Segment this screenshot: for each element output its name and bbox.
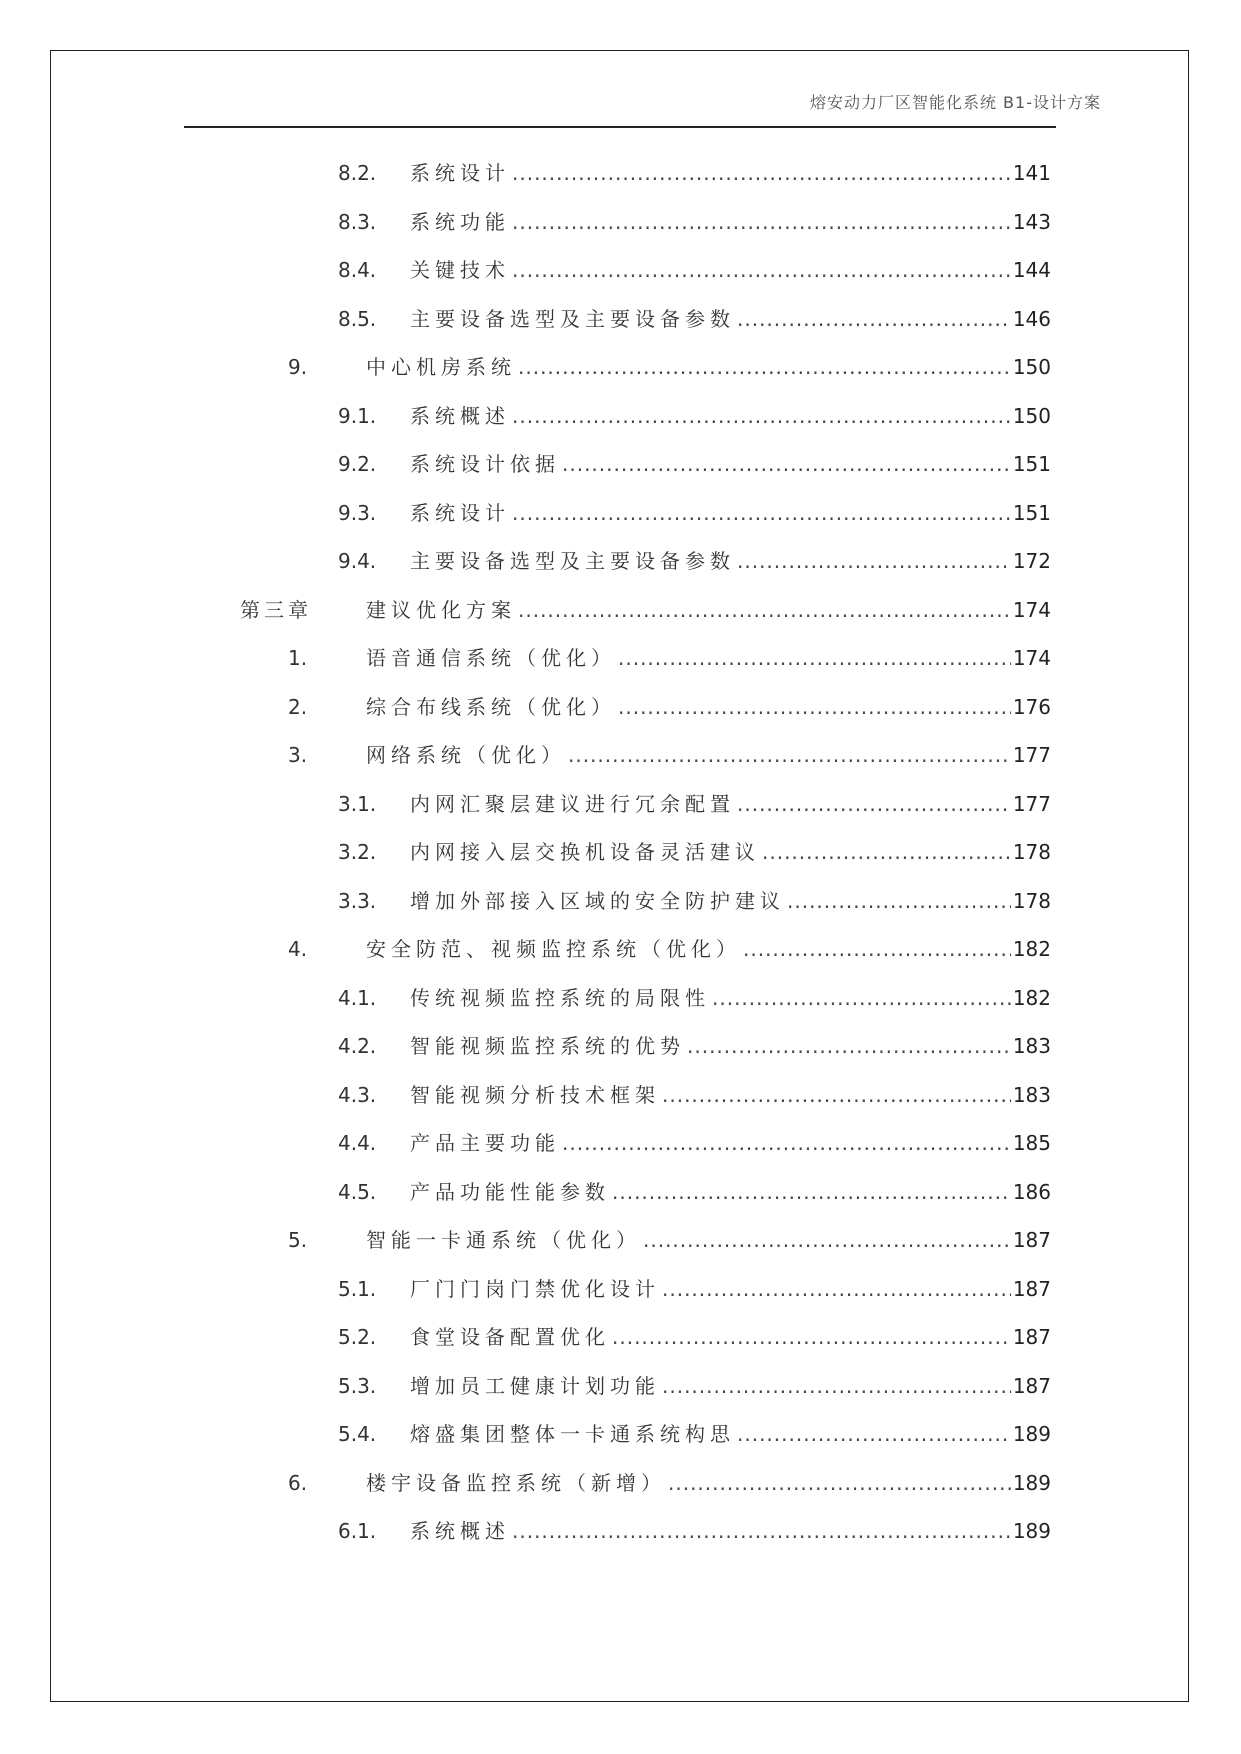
toc-entry-number: 1. xyxy=(288,646,308,670)
toc-entry[interactable] xyxy=(0,349,1241,385)
toc-entry-page-number: 187 xyxy=(1012,1373,1051,1398)
toc-entry-page-number: 189 xyxy=(1012,1422,1051,1446)
page-frame xyxy=(50,50,1189,1702)
toc-entry[interactable] xyxy=(0,1368,1241,1404)
toc-entry-line xyxy=(410,1319,1051,1355)
toc-entry-title: 主要设备选型及主要设备参数 xyxy=(410,306,735,331)
toc-dot-leader xyxy=(743,931,1011,967)
toc-entry-number: 9.4. xyxy=(338,549,377,573)
toc-entry-page-number: 151 xyxy=(1012,452,1051,476)
toc-entry-page-number: 187 xyxy=(1012,1325,1051,1349)
toc-entry-page-number: 189 xyxy=(1012,1519,1051,1543)
toc-entry-line xyxy=(366,1222,1051,1258)
toc-entry-number: 5.2. xyxy=(338,1325,377,1349)
toc-dot-leader xyxy=(512,398,1011,434)
running-header: 熔安动力厂区智能化系统 B1-设计方案 xyxy=(809,93,1101,112)
toc-entry[interactable] xyxy=(0,689,1241,725)
toc-dot-leader xyxy=(512,495,1011,531)
toc-entry-line xyxy=(410,301,1051,337)
toc-entry-title: 智能视频监控系统的优势 xyxy=(410,1034,685,1058)
toc-entry-line xyxy=(410,1368,1051,1404)
toc-entry[interactable] xyxy=(0,1028,1241,1064)
toc-dot-leader xyxy=(612,1319,1011,1355)
toc-entry-number: 6.1. xyxy=(338,1519,377,1543)
toc-dot-leader xyxy=(512,1513,1011,1549)
toc-entry-title: 语音通信系统（优化） xyxy=(366,646,616,670)
toc-entry-title: 产品功能性能参数 xyxy=(410,1179,610,1204)
toc-entry-page-number: 150 xyxy=(1012,403,1051,428)
toc-entry-page-number: 177 xyxy=(1012,743,1051,767)
toc-entry-page-number: 182 xyxy=(1012,937,1051,961)
toc-entry-page-number: 176 xyxy=(1012,694,1051,719)
toc-entry-number: 5.4. xyxy=(338,1422,377,1446)
toc-entry[interactable] xyxy=(0,1465,1241,1501)
toc-entry-line xyxy=(366,737,1051,773)
toc-entry-title: 内网汇聚层建议进行冗余配置 xyxy=(410,791,735,816)
toc-entry-line xyxy=(410,834,1051,870)
toc-dot-leader xyxy=(618,689,1011,725)
toc-entry-title: 系统概述 xyxy=(410,1519,510,1543)
toc-entry-page-number: 172 xyxy=(1012,549,1051,573)
toc-entry[interactable] xyxy=(0,204,1241,240)
toc-entry-line xyxy=(410,1125,1051,1161)
toc-entry-page-number: 189 xyxy=(1012,1470,1051,1495)
toc-entry-number: 9.3. xyxy=(338,500,377,525)
toc-entry-page-number: 187 xyxy=(1012,1276,1051,1301)
toc-dot-leader xyxy=(687,1028,1011,1064)
toc-dot-leader xyxy=(518,592,1011,628)
toc-entry[interactable] xyxy=(0,980,1241,1016)
toc-entry-line xyxy=(410,1271,1051,1307)
toc-entry-line xyxy=(410,1077,1051,1113)
toc-entry[interactable] xyxy=(0,252,1241,288)
toc-entry-number: 9.1. xyxy=(338,403,377,428)
toc-entry-title: 建议优化方案 xyxy=(366,597,516,622)
toc-dot-leader xyxy=(712,980,1011,1016)
toc-entry-line xyxy=(410,1174,1051,1210)
toc-entry[interactable] xyxy=(0,1077,1241,1113)
toc-entry-line xyxy=(366,931,1051,967)
toc-entry-line xyxy=(410,883,1051,919)
toc-entry-number: 4.2. xyxy=(338,1034,377,1058)
toc-entry-number: 5. xyxy=(288,1228,308,1252)
toc-entry-title: 系统概述 xyxy=(410,403,510,428)
toc-entry-number: 8.3. xyxy=(338,209,377,234)
toc-entry[interactable] xyxy=(0,1319,1241,1355)
toc-entry-title: 主要设备选型及主要设备参数 xyxy=(410,549,735,573)
toc-entry-title: 系统设计 xyxy=(410,500,510,525)
toc-entry[interactable] xyxy=(0,1416,1241,1452)
toc-dot-leader xyxy=(568,737,1011,773)
toc-entry-line xyxy=(410,543,1051,579)
toc-entry-number: 9. xyxy=(288,355,308,379)
toc-entry-line xyxy=(366,1465,1051,1501)
toc-entry-title: 智能视频分析技术框架 xyxy=(410,1082,660,1107)
toc-entry-number: 3.2. xyxy=(338,840,377,864)
toc-entry[interactable] xyxy=(0,155,1241,191)
toc-entry-number: 8.5. xyxy=(338,306,377,331)
toc-entry-title: 产品主要功能 xyxy=(410,1131,560,1155)
toc-dot-leader xyxy=(737,1416,1011,1452)
toc-dot-leader xyxy=(737,301,1011,337)
toc-entry-line xyxy=(410,398,1051,434)
toc-entry-page-number: 185 xyxy=(1012,1131,1051,1155)
toc-entry[interactable] xyxy=(0,786,1241,822)
toc-entry-page-number: 178 xyxy=(1012,888,1051,913)
toc-entry-line xyxy=(410,1416,1051,1452)
toc-entry-page-number: 187 xyxy=(1012,1228,1051,1252)
toc-entry-title: 增加外部接入区域的安全防护建议 xyxy=(410,888,785,913)
toc-entry-title: 系统设计 xyxy=(410,161,510,185)
toc-entry-line xyxy=(410,495,1051,531)
toc-entry-number: 4.4. xyxy=(338,1131,377,1155)
toc-entry-number: 8.2. xyxy=(338,161,377,185)
toc-dot-leader xyxy=(512,155,1011,191)
toc-entry-number: 4.1. xyxy=(338,985,377,1010)
toc-entry-title: 厂门门岗门禁优化设计 xyxy=(410,1276,660,1301)
toc-entry-title: 关键技术 xyxy=(410,258,510,282)
toc-dot-leader xyxy=(737,786,1011,822)
toc-entry-page-number: 144 xyxy=(1012,258,1051,282)
toc-entry-page-number: 177 xyxy=(1012,791,1051,816)
toc-dot-leader xyxy=(662,1271,1011,1307)
toc-entry[interactable] xyxy=(0,931,1241,967)
toc-entry-page-number: 183 xyxy=(1012,1034,1051,1058)
toc-entry-title: 安全防范、视频监控系统（优化） xyxy=(366,937,741,961)
toc-dot-leader xyxy=(662,1077,1011,1113)
toc-dot-leader xyxy=(618,640,1011,676)
toc-entry-number: 6. xyxy=(288,1470,308,1495)
toc-dot-leader xyxy=(762,834,1011,870)
toc-entry[interactable] xyxy=(0,640,1241,676)
toc-dot-leader xyxy=(518,349,1011,385)
toc-entry-title: 食堂设备配置优化 xyxy=(410,1325,610,1349)
toc-entry-page-number: 141 xyxy=(1012,161,1051,185)
toc-entry-title: 熔盛集团整体一卡通系统构思 xyxy=(410,1422,735,1446)
toc-entry[interactable] xyxy=(0,495,1241,531)
toc-entry-line xyxy=(410,155,1051,191)
toc-entry-number: 3. xyxy=(288,743,308,767)
toc-dot-leader xyxy=(512,204,1011,240)
toc-entry-number: 4. xyxy=(288,937,308,961)
toc-entry[interactable] xyxy=(0,1174,1241,1210)
toc-entry-page-number: 151 xyxy=(1012,500,1051,525)
toc-entry[interactable] xyxy=(0,883,1241,919)
toc-entry-line xyxy=(366,592,1051,628)
toc-entry-line xyxy=(410,980,1051,1016)
toc-entry-number: 2. xyxy=(288,694,308,719)
toc-entry-page-number: 174 xyxy=(1012,646,1051,670)
toc-entry[interactable] xyxy=(0,737,1241,773)
toc-entry-line xyxy=(410,786,1051,822)
toc-entry-line xyxy=(410,1028,1051,1064)
toc-entry-number: 3.1. xyxy=(338,791,377,816)
toc-entry-title: 传统视频监控系统的局限性 xyxy=(410,985,710,1010)
toc-entry-page-number: 182 xyxy=(1012,985,1051,1010)
toc-entry[interactable] xyxy=(0,301,1241,337)
toc-entry-number: 9.2. xyxy=(338,452,377,476)
toc-entry[interactable] xyxy=(0,834,1241,870)
toc-entry[interactable] xyxy=(0,1125,1241,1161)
toc-dot-leader xyxy=(562,1125,1011,1161)
toc-entry-title: 网络系统（优化） xyxy=(366,743,566,767)
toc-entry-title: 智能一卡通系统（优化） xyxy=(366,1228,641,1252)
toc-dot-leader xyxy=(662,1368,1011,1404)
toc-dot-leader xyxy=(562,446,1011,482)
toc-entry-page-number: 150 xyxy=(1012,355,1051,379)
toc-entry-number: 第三章 xyxy=(240,597,312,622)
toc-entry[interactable] xyxy=(0,543,1241,579)
toc-entry-page-number: 178 xyxy=(1012,840,1051,864)
toc-entry-title: 系统功能 xyxy=(410,209,510,234)
toc-dot-leader xyxy=(512,252,1011,288)
toc-entry-number: 5.3. xyxy=(338,1373,377,1398)
toc-entry-line xyxy=(410,204,1051,240)
toc-entry-title: 系统设计依据 xyxy=(410,452,560,476)
toc-entry[interactable] xyxy=(0,446,1241,482)
toc-dot-leader xyxy=(643,1222,1011,1258)
toc-entry-line xyxy=(410,252,1051,288)
toc-entry-line xyxy=(366,689,1051,725)
toc-entry-title: 楼宇设备监控系统（新增） xyxy=(366,1470,666,1495)
toc-entry-title: 内网接入层交换机设备灵活建议 xyxy=(410,840,760,864)
toc-entry-page-number: 143 xyxy=(1012,209,1051,234)
toc-entry[interactable] xyxy=(0,1222,1241,1258)
toc-entry-line xyxy=(366,640,1051,676)
toc-entry[interactable] xyxy=(0,398,1241,434)
toc-entry-title: 中心机房系统 xyxy=(366,355,516,379)
toc-entry-number: 5.1. xyxy=(338,1276,377,1301)
toc-entry[interactable] xyxy=(0,592,1241,628)
toc-entry-line xyxy=(410,446,1051,482)
toc-entry-title: 综合布线系统（优化） xyxy=(366,694,616,719)
toc-entry-line xyxy=(410,1513,1051,1549)
toc-dot-leader xyxy=(737,543,1011,579)
toc-entry-number: 3.3. xyxy=(338,888,377,913)
toc-entry-number: 4.5. xyxy=(338,1179,377,1204)
toc-dot-leader xyxy=(787,883,1011,919)
toc-dot-leader xyxy=(668,1465,1011,1501)
toc-entry-line xyxy=(366,349,1051,385)
toc-entry-page-number: 146 xyxy=(1012,306,1051,331)
toc-entry-page-number: 186 xyxy=(1012,1179,1051,1204)
toc-entry-number: 4.3. xyxy=(338,1082,377,1107)
toc-entry[interactable] xyxy=(0,1271,1241,1307)
toc-dot-leader xyxy=(612,1174,1011,1210)
header-rule xyxy=(184,126,1056,128)
toc-entry-title: 增加员工健康计划功能 xyxy=(410,1373,660,1398)
toc-entry-page-number: 183 xyxy=(1012,1082,1051,1107)
toc-entry-page-number: 174 xyxy=(1012,597,1051,622)
toc-entry-number: 8.4. xyxy=(338,258,377,282)
toc-entry[interactable] xyxy=(0,1513,1241,1549)
